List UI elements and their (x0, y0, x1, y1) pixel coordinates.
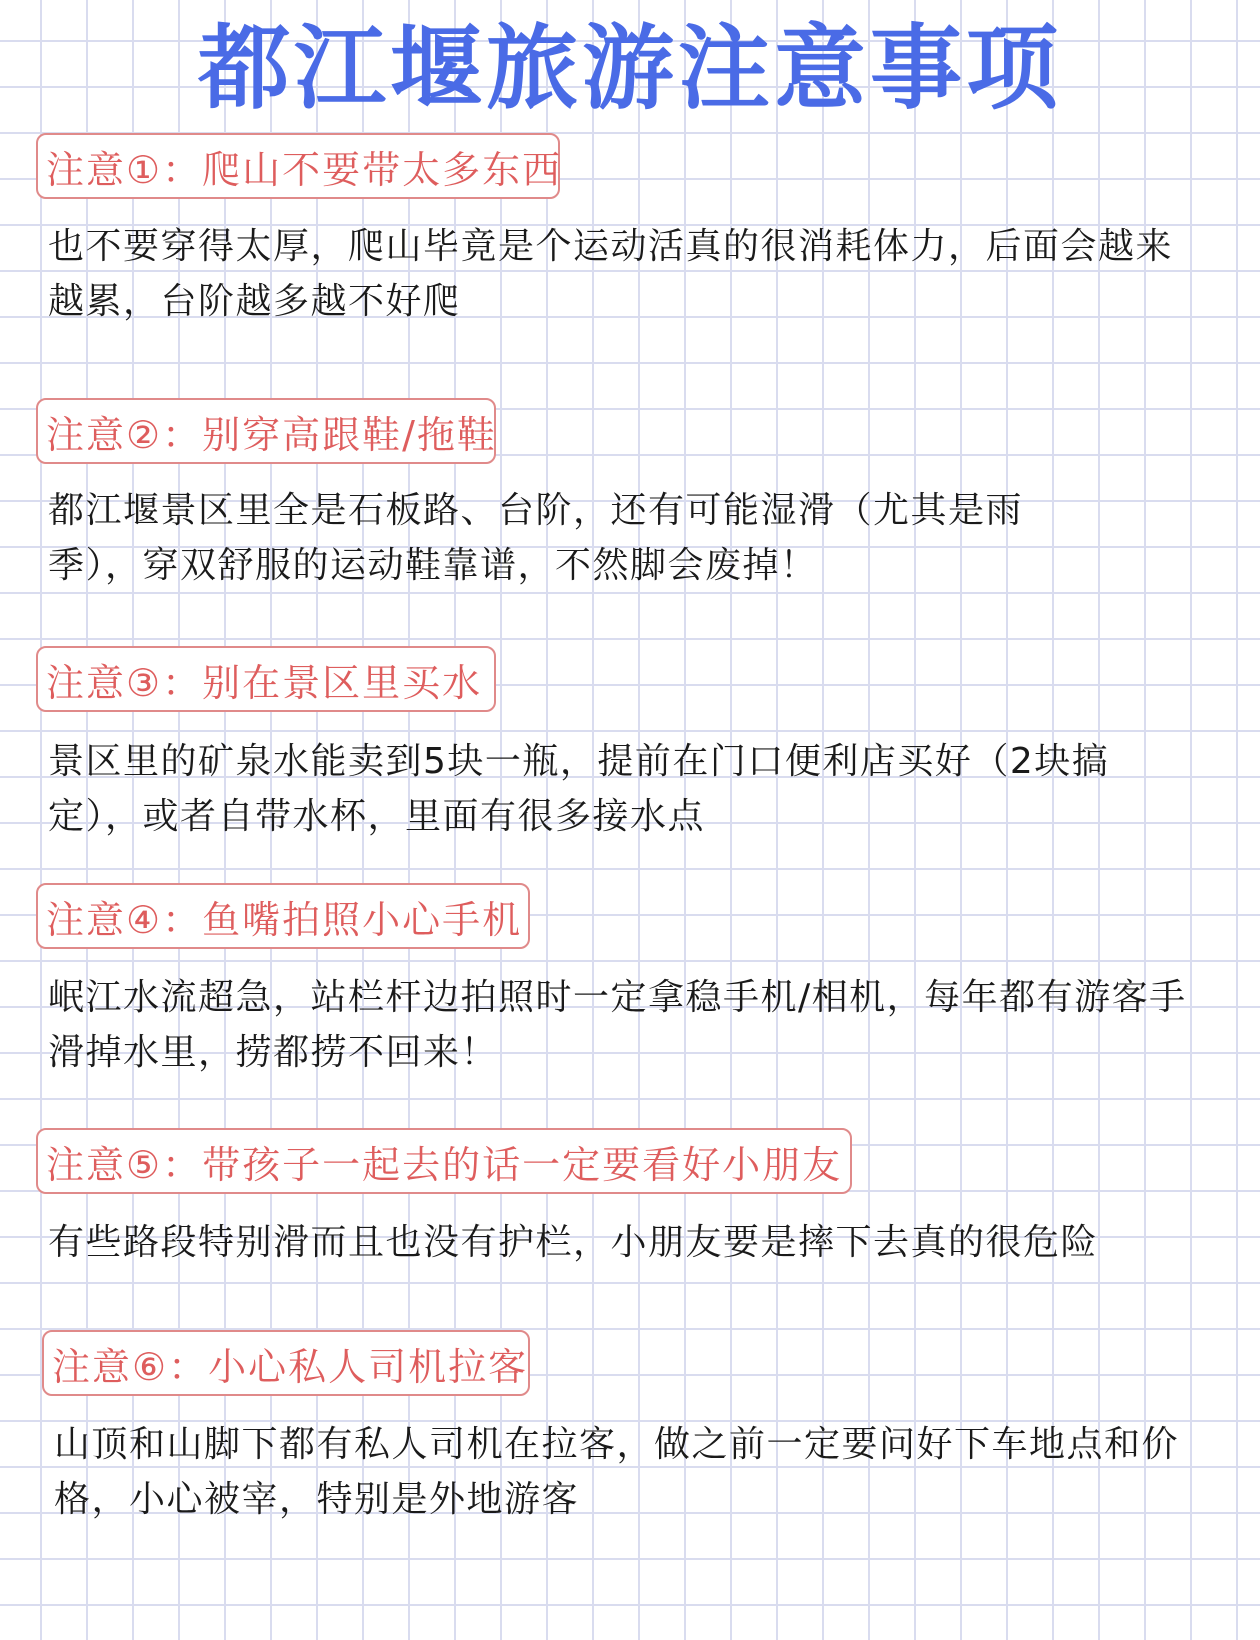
note-2-text: 都江堰景区里全是石板路、台阶，还有可能湿滑（尤其是雨季），穿双舒服的运动鞋靠谱，不然脚会废掉！ (48, 490, 1024, 586)
note-4-text: 岷江水流超急，站栏杆边拍照时一定拿稳手机/相机，每年都有游客手滑掉水里，捞都捞不回来！ (48, 977, 1187, 1073)
page-title: 都江堰旅游注意事项 (197, 15, 1062, 122)
note-1-label: 注意①：爬山不要带太多东西 (36, 133, 560, 199)
note-3-label: 注意③：别在景区里买水 (36, 646, 496, 712)
note-5-label: 注意⑤：带孩子一起去的话一定要看好小朋友 (36, 1128, 852, 1194)
note-6-label: 注意⑥：小心私人司机拉客 (42, 1330, 530, 1396)
note-1-text: 也不要穿得太厚，爬山毕竟是个运动活真的很消耗体力，后面会越来越累，台阶越多越不好爬 (48, 226, 1174, 322)
note-2-label: 注意②：别穿高跟鞋/拖鞋 (36, 398, 496, 464)
note-3-text: 景区里的矿泉水能卖到5块一瓶，提前在门口便利店买好（2块搞定），或者自带水杯，里面有很多接水点 (48, 741, 1110, 837)
note-5-text: 有些路段特别滑而且也没有护栏，小朋友要是摔下去真的很危险 (48, 1222, 1099, 1263)
note-4-label: 注意④：鱼嘴拍照小心手机 (36, 883, 530, 949)
note-6-text: 山顶和山脚下都有私人司机在拉客，做之前一定要问好下车地点和价格，小心被宰，特别是外地游客 (54, 1424, 1180, 1520)
